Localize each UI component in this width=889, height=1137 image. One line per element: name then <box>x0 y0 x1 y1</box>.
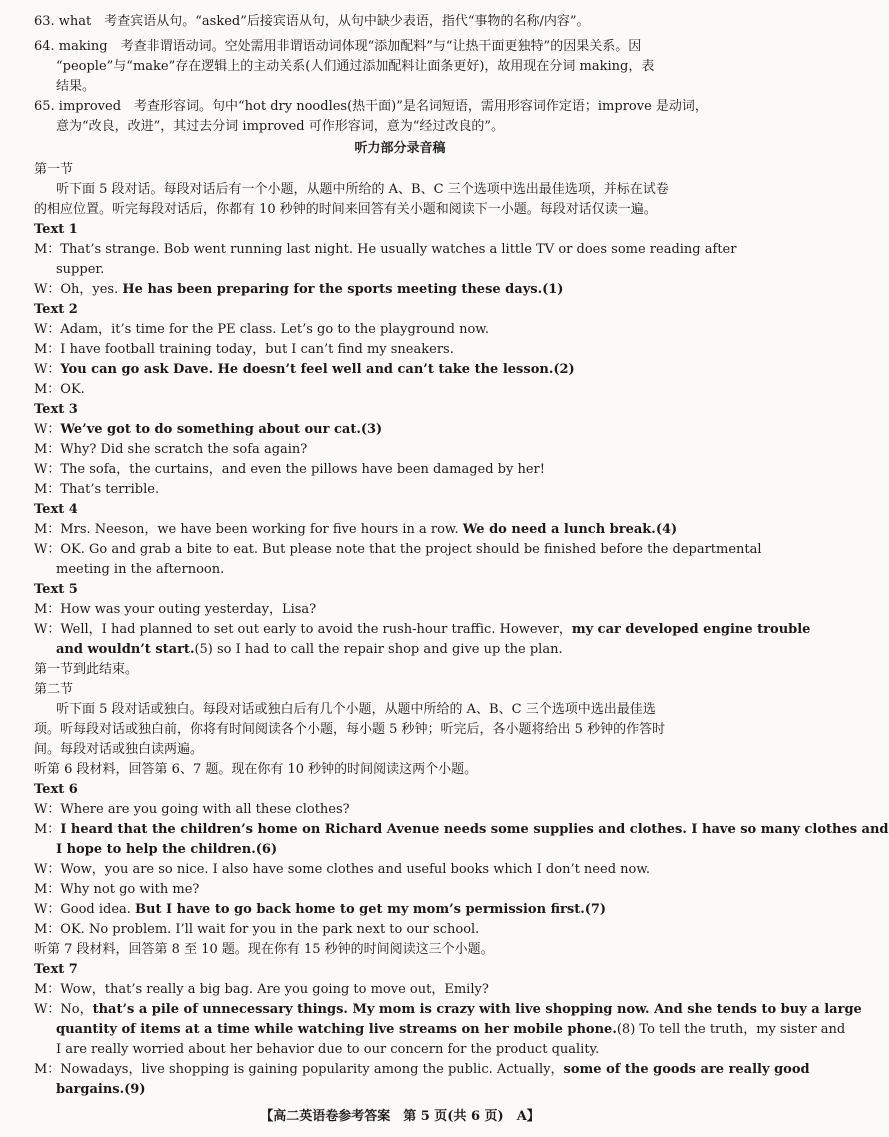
question-number-text: (8) To tell the truth，my sister and <box>616 1022 846 1037</box>
text7-line2 <box>34 1000 862 1020</box>
question-number: (3) <box>360 422 383 437</box>
section1-end: 第一节到此结束。 <box>34 662 139 677</box>
text6-line2 <box>34 820 889 840</box>
text4-line2: W：OK. Go and grab a bite to eat. But please note that the project should be finished before the departmental <box>34 542 762 557</box>
speaker: W： <box>34 362 61 377</box>
material7-note: 听第 7 段材料，回答第 8 至 10 题。现在你有 15 秒钟的时间阅读这三个小题。 <box>34 942 494 957</box>
speaker-text: M：Mrs. Neeson，we have been working for five hours in a row. <box>34 522 463 537</box>
answer-65: 65. improved 考查形容词。句中“hot dry noodles(热干面)”是名词短语，需用形容词作定语；improve 是动词， <box>34 99 708 114</box>
key-sentence: my car developed engine trouble <box>571 622 811 637</box>
text6-title: Text 6 <box>34 782 78 797</box>
text6-line3: W：Wow，you are so nice. I also have some clothes and useful books which I don’t need now. <box>34 862 651 877</box>
text7-line3-cont <box>56 1080 768 1100</box>
text5-line1: M：How was your outing yesterday，Lisa? <box>34 602 317 617</box>
text1-line1: M：That’s strange. Bob went running last night. He usually watches a little TV or does some reading after <box>34 242 737 257</box>
text2-line2: M：I have football training today，but I can’t find my sneakers. <box>34 342 454 357</box>
text2-title: Text 2 <box>34 302 78 317</box>
speaker: M： <box>34 822 61 837</box>
text3-line4: M：That’s terrible. <box>34 482 160 497</box>
question-number: (2) <box>553 362 575 377</box>
key-sentence: some of the goods are really good <box>563 1062 810 1077</box>
speaker-text: W：Well，I had planned to set out early to avoid the rush-hour traffic. However， <box>34 622 572 637</box>
question-number: (1) <box>542 282 564 297</box>
text4-line1 <box>34 520 768 540</box>
text4-title: Text 4 <box>34 502 78 517</box>
transcript-title: 听力部分录音稿 <box>354 141 446 156</box>
text2-line3 <box>34 360 768 380</box>
question-number: (4) <box>655 522 678 537</box>
key-sentence-cont: quantity of items at a time while watching live streams on her mobile phone. <box>56 1022 617 1037</box>
key-sentence-cont: and wouldn’t start. <box>56 642 195 657</box>
material6-note: 听第 6 段材料，回答第 6、7 题。现在你有 10 秒钟的时间阅读这两个小题。 <box>34 762 478 777</box>
speaker-text: W：No， <box>34 1002 93 1017</box>
text7-line2-cont <box>56 1020 846 1040</box>
text7-line2-cont2: I are really worried about her behavior due to our concern for the product quality. <box>56 1042 600 1057</box>
text6-line4: M：Why not go with me? <box>34 882 200 897</box>
text5-line2 <box>34 620 811 640</box>
question-number: (9) <box>124 1082 146 1097</box>
answer-65-line2: 意为“改良，改进”，其过去分词 improved 可作形容词，意为“经过改良的”。 <box>56 119 505 134</box>
key-sentence-cont: bargains. <box>56 1082 125 1097</box>
page-footer: 【高二英语卷参考答案 第 5 页(共 6 页) A】 <box>260 1109 540 1124</box>
text6-line2-cont <box>56 840 768 860</box>
question-number-text: (5) so I had to call the repair shop and give up the plan. <box>194 642 563 657</box>
speaker: W：Oh，yes. <box>34 282 123 297</box>
question-number: (7) <box>584 902 607 917</box>
key-sentence: We do need a lunch break. <box>462 522 656 537</box>
text6-line5 <box>34 900 768 920</box>
speaker-text: M：Nowadays，live shopping is gaining popularity among the public. Actually， <box>34 1062 564 1077</box>
key-sentence: You can go ask Dave. He doesn’t feel well and can’t take the lesson. <box>60 362 554 377</box>
text6-line6: M：OK. No problem. I’ll wait for you in the park next to our school. <box>34 922 480 937</box>
key-sentence: But I have to go back home to get my mom’s permission first. <box>135 902 585 917</box>
section2-instructions-line2: 项。听每段对话或独白前，你将有时间阅读各个小题，每小题 5 秒钟；听完后，各小题将给出 5 秒钟的作答时 <box>34 722 666 737</box>
section1-instructions-line2: 的相应位置。听完每段对话后，你都有 10 秒钟的时间来回答有关小题和阅读下一小题。每段对话仅读一遍。 <box>34 202 657 217</box>
text5-title: Text 5 <box>34 582 78 597</box>
answer-64-line3: 结果。 <box>56 79 96 94</box>
text1-line2 <box>34 280 768 300</box>
text1-title: Text 1 <box>34 222 78 237</box>
section2-heading: 第二节 <box>34 682 74 697</box>
section1-heading: 第一节 <box>34 162 74 177</box>
key-sentence: I heard that the children’s home on Richard Avenue needs some supplies and clothes. I have so many clothes and <box>60 822 889 837</box>
text2-line1: W：Adam，it’s time for the PE class. Let’s go to the playground now. <box>34 322 489 337</box>
text7-line1: M：Wow，that’s really a big bag. Are you going to move out，Emily? <box>34 982 489 997</box>
question-number: (6) <box>255 842 278 857</box>
text7-line3 <box>34 1060 810 1080</box>
text5-line2-cont <box>56 640 768 660</box>
text3-line3: W：The sofa，the curtains，and even the pillows have been damaged by her! <box>34 462 545 477</box>
answer-64-line2: “people”与“make”存在逻辑上的主动关系(人们通过添加配料让面条更好)，故用现在分词 making，表 <box>56 59 655 74</box>
section2-instructions: 听下面 5 段对话或独白。每段对话或独白后有几个小题，从题中所给的 A、B、C 三个选项中选出最佳选 <box>56 702 656 717</box>
key-sentence: He has been preparing for the sports meeting these days. <box>122 282 543 297</box>
section1-instructions: 听下面 5 段对话。每段对话后有一个小题，从题中所给的 A、B、C 三个选项中选出最佳选项，并标在试卷 <box>56 182 669 197</box>
key-sentence: We’ve got to do something about our cat. <box>60 422 361 437</box>
speaker-text: W：Good idea. <box>34 902 136 917</box>
key-sentence: that’s a pile of unnecessary things. My mom is crazy with live shopping now. And she tends to buy a large <box>92 1002 862 1017</box>
text3-line1 <box>34 420 768 440</box>
answer-63: 63. what 考查宾语从句。“asked”后接宾语从句，从句中缺少表语，指代“事物的名称/内容”。 <box>34 14 590 29</box>
text7-title: Text 7 <box>34 962 78 977</box>
key-sentence-cont: I hope to help the children. <box>56 842 256 857</box>
text6-line1: W：Where are you going with all these clothes? <box>34 802 350 817</box>
answer-64: 64. making 考查非谓语动词。空处需用非谓语动词体现“添加配料”与“让热干面更独特”的因果关系。因 <box>34 39 642 54</box>
section2-instructions-line3: 间。每段对话或独白读两遍。 <box>34 742 204 757</box>
text3-line2: M：Why? Did she scratch the sofa again? <box>34 442 308 457</box>
text4-line2-cont: meeting in the afternoon. <box>56 562 225 577</box>
text3-title: Text 3 <box>34 402 78 417</box>
speaker: W： <box>34 422 61 437</box>
text2-line4: M：OK. <box>34 382 85 397</box>
text1-line1-cont: supper. <box>56 262 105 277</box>
